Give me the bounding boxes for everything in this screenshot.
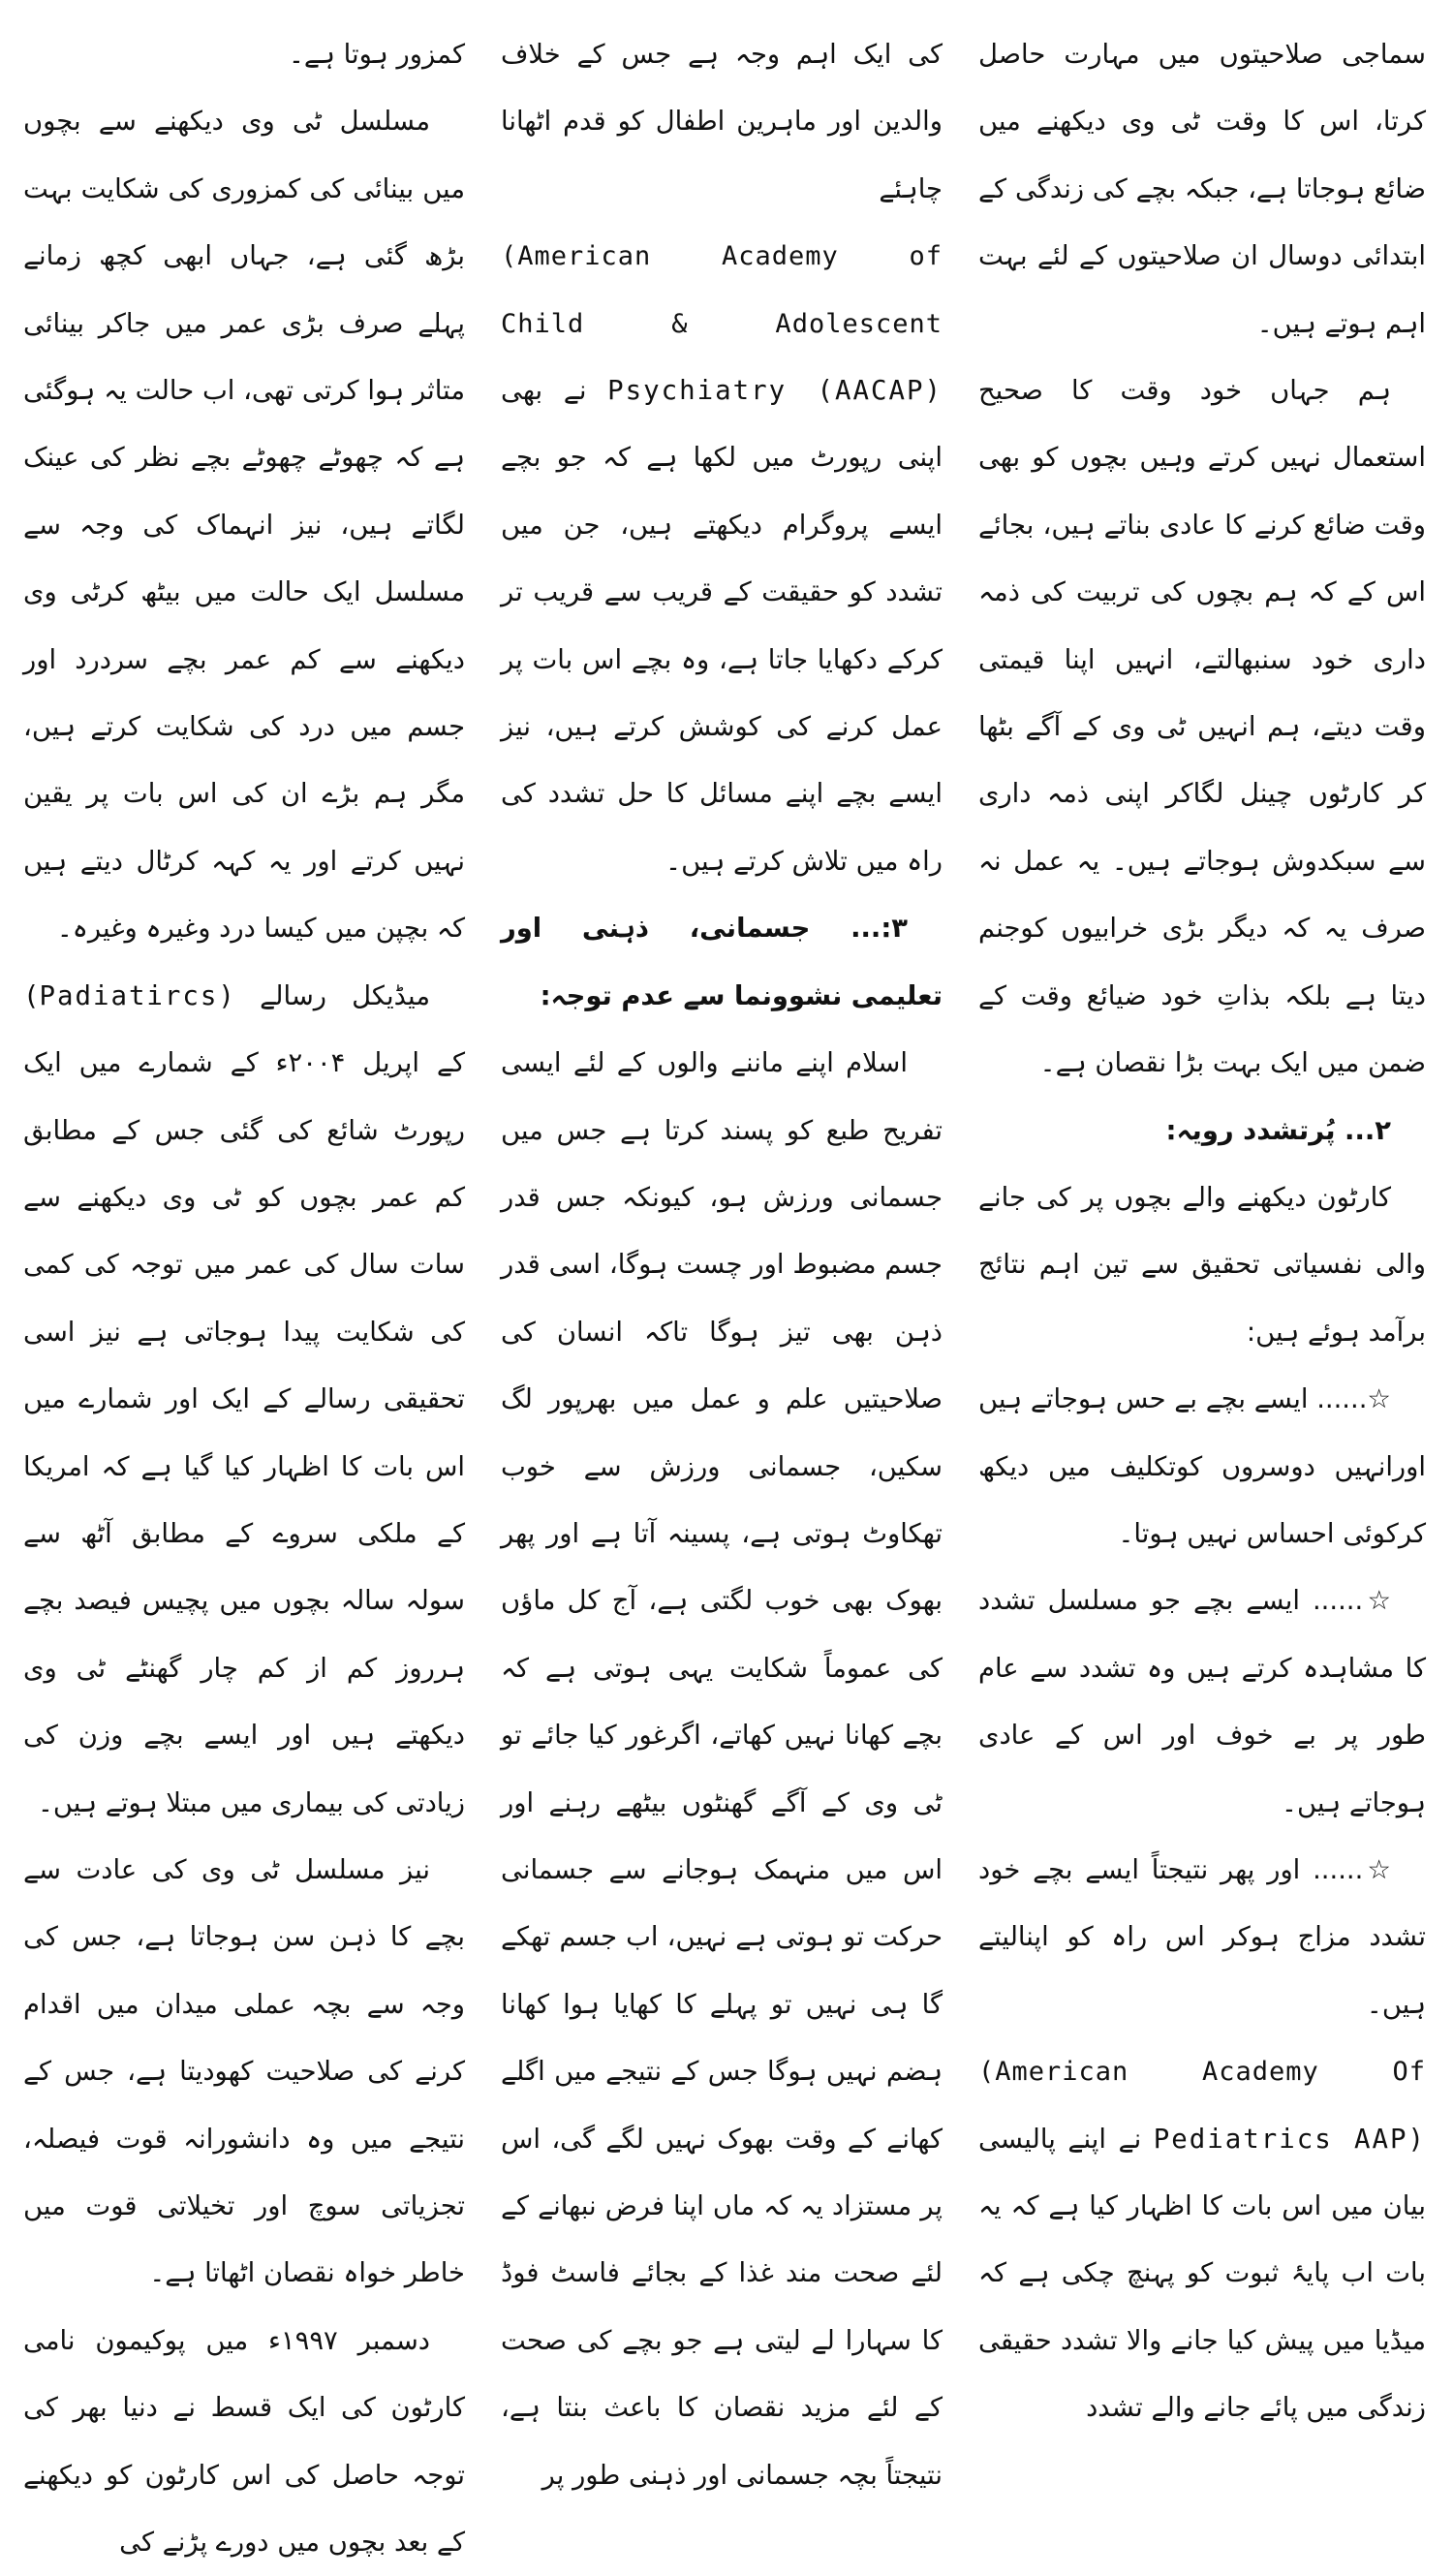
english-citation: (American Academy of [501, 241, 943, 272]
article-column-left [23, 21, 465, 2559]
paragraph-text: میڈیکل رسالے [260, 980, 430, 1011]
paragraph: اسلام اپنے ماننے والوں کے لئے ایسی تفریح طبع کو پسند کرتا ہے جس میں جسمانی ورزش ہو، کیونکہ جس قدر جسم مضبوط اور چست ہوگا، اسی قدر ذہن بھی تیز ہوگا تاکہ انسان کی صلاحیتیں علم و عمل میں بھرپور لگ سکیں، جسمانی ورزش سے خوب تھکاوٹ ہوتی ہے، پسینہ آتا ہے اور پھر بھوک بھی خوب لگتی ہے، آج کل ماؤں کی عموماً شکایت یہی ہوتی ہے کہ بچے کھانا نہیں کھاتے، اگرغور کیا جائے تو ٹی وی کے آگے گھنٹوں بیٹھے رہنے اور اس میں منہمک ہوجانے سے جسمانی حرکت تو ہوتی ہے نہیں، اب جسم تھکے گا ہی نہیں تو پہلے کا کھایا ہوا کھانا ہضم نہیں ہوگا جس کے نتیجے میں اگلے کھانے کے وقت بھوک نہیں لگے گی، اس پر مستزاد یہ کہ ماں اپنا فرض نبھانے کے لئے صحت مند غذا کے بجائے فاسٹ فوڈ کا سہارا لے لیتی ہے جو بچے کی صحت کے لئے مزید نقصان کا باعث بنتا ہے، نتیجتاً بچہ جسمانی اور ذہنی طور پر [501, 1048, 943, 2491]
english-citation: Child & Adolescent [501, 308, 943, 339]
section-heading: ۲... پُرتشدد رویہ: [1165, 1115, 1391, 1146]
paragraph: سماجی صلاحیتوں میں مہارت حاصل کرتا، اس کا وقت ٹی وی دیکھنے میں ضائع ہوجاتا ہے، جبکہ بچے کی زندگی کے ابتدائی دوسال ان صلاحیتوں کے لئے بہت اہم ہوتے ہیں۔ [978, 40, 1426, 339]
paragraph: دسمبر ۱۹۹۷ء میں پوکیمون نامی کارٹون کی ایک قسط نے دنیا بھر کی توجہ حاصل کی اس کارٹون کو دیکھنے کے بعد بچوں میں دورے پڑنے کی [23, 2325, 465, 2559]
paragraph: کمزور ہوتا ہے۔ [288, 40, 465, 70]
english-citation: Psychiatry (AACAP) [607, 376, 943, 407]
paragraph: مسلسل ٹی وی دیکھنے سے بچوں میں بینائی کی کمزوری کی شکایت بہت بڑھ گئی ہے، جہاں ابھی کچھ زمانے پہلے صرف بڑی عمر میں جاکر بینائی متاثر ہوا کرتی تھی، اب حالت یہ ہوگئی ہے کہ چھوٹے چھوٹے بچے نظر کی عینک لگاتے ہیں، نیز انہماک کی وجہ سے مسلسل ایک حالت میں بیٹھ کرٹی وی دیکھنے سے کم عمر بچے سردرد اور جسم میں درد کی شکایت کرتے ہیں، مگر ہم بڑے ان کی اس بات پر یقین نہیں کرتے اور یہ کہہ کرٹال دیتے ہیں کہ بچپن میں کیسا درد وغیرہ وغیرہ۔ [23, 107, 465, 945]
paragraph: کارٹون دیکھنے والے بچوں پر کی جانے والی نفسیاتی تحقیق سے تین اہم نتائج برآمد ہوئے ہیں: [978, 1182, 1426, 1348]
paragraph-text: نے اپنے پالیسی بیان میں اس بات کا اظہار کیا ہے کہ یہ بات اب پایۂ ثبوت کو پہنچ چکی ہے کہ میڈیا میں پیش کیا جانے والا تشدد حقیقی زندگی میں پائے جانے والے تشدد [978, 2124, 1426, 2424]
section-heading: ۳:... جسمانی، ذہنی اور تعلیمی نشوونما سے عدم توجہ: [501, 914, 943, 1011]
bullet-point: ☆...... ایسے بچے جو مسلسل تشدد کا مشاہدہ کرتے ہیں وہ تشدد سے عام طور پر بے خوف اور اس کے عادی ہوجاتے ہیں۔ [978, 1586, 1426, 1818]
paragraph [501, 357, 943, 895]
paragraph [23, 963, 465, 1837]
paragraph-text: نے بھی اپنی رپورٹ میں لکھا ہے کہ جو بچے ایسے پروگرام دیکھتے ہیں، جن میں تشدد کو حقیقت کے قریب سے قریب تر کرکے دکھایا جاتا ہے، وہ بچے اس بات پر عمل کرنے کی کوشش کرتے ہیں، نیز ایسے بچے اپنے مسائل کا حل تشدد کی راہ میں تلاش کرتے ہیں۔ [501, 376, 943, 877]
bullet-point: ☆...... اور پھر نتیجتاً ایسے بچے خود تشدد مزاج ہوکر اس راہ کو اپنالیتے ہیں۔ [978, 1854, 1426, 2020]
english-citation: (American Academy Of [978, 2057, 1426, 2088]
english-citation: (Padiatircs) [23, 980, 234, 1011]
paragraph: ہم جہاں خود وقت کا صحیح استعمال نہیں کرتے وہیں بچوں کو بھی وقت ضائع کرنے کا عادی بناتے ہیں، بجائے اس کے کہ ہم بچوں کی تربیت کی ذمہ داری خود سنبھالتے، انہیں اپنا قیمتی وقت دیتے، ہم انہیں ٹی وی کے آگے بٹھا کر کارٹوں چینل لگاکر اپنی ذمہ داری سے سبکدوش ہوجاتے ہیں۔ یہ عمل نہ صرف یہ کہ دیگر بڑی خرابیوں کوجنم دیتا ہے بلکہ بذاتِ خود ضیائع وقت کے ضمن میں ایک بہت بڑا نقصان ہے۔ [978, 376, 1426, 1079]
english-citation: Pediatrics AAP) [1153, 2124, 1426, 2155]
paragraph: کی ایک اہم وجہ ہے جس کے خلاف والدین اور ماہرین اطفال کو قدم اٹھانا چاہئے [501, 40, 943, 204]
article-column-middle [501, 21, 943, 2491]
paragraph-text: کے اپریل ۲۰۰۴ء کے شمارے میں ایک رپورٹ شائع کی گئی جس کے مطابق کم عمر بچوں کو ٹی وی دیکھنے سے سات سال کی عمر میں توجہ کی کمی کی شکایت پیدا ہوجاتی ہے نیز اسی تحقیقی رسالے کے ایک اور شمارے میں اس بات کا اظہار کیا گیا ہے کہ امریکا کے ملکی سروے کے مطابق آٹھ سے سولہ سالہ بچوں میں پچیس فیصد بچے ہرروز کم از کم چار گھنٹے ٹی وی دیکھتے ہیں اور ایسے بچے وزن کی زیادتی کی بیماری میں مبتلا ہوتے ہیں۔ [23, 1048, 465, 1818]
article-column-right [978, 21, 1426, 2424]
paragraph [978, 2106, 1426, 2442]
bullet-point: ☆...... ایسے بچے بے حس ہوجاتے ہیں اورانہیں دوسروں کوتکلیف میں دیکھ کرکوئی احساس نہیں ہوتا۔ [978, 1384, 1426, 1549]
paragraph: نیز مسلسل ٹی وی کی عادت سے بچے کا ذہن سن ہوجاتا ہے، جس کی وجہ سے بچہ عملی میدان میں اقدام کرنے کی صلاحیت کھودیتا ہے، جس کے نتیجے میں وہ دانشورانہ قوت فیصلہ، تجزیاتی سوچ اور تخیلاتی قوت میں خاطر خواہ نقصان اٹھاتا ہے۔ [23, 1854, 465, 2289]
